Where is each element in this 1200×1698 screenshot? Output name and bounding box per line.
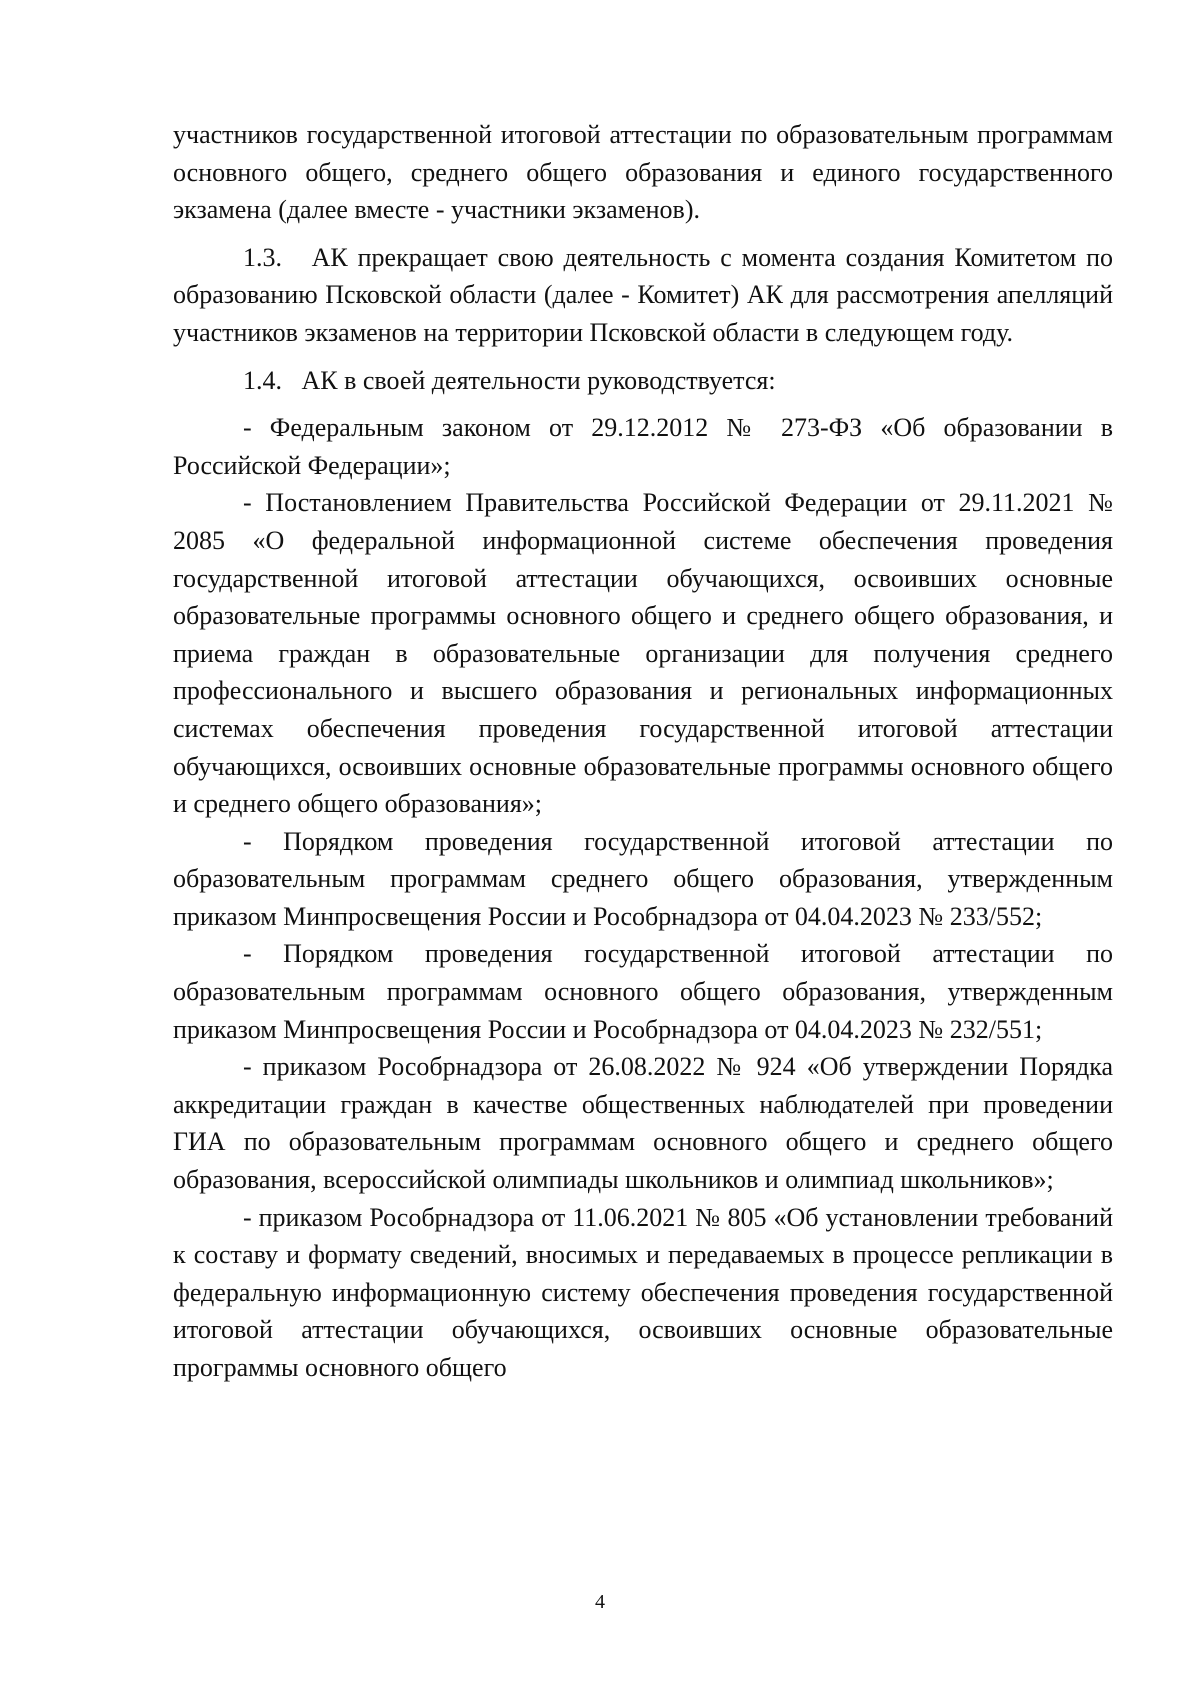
page-number: 4 — [595, 1591, 605, 1613]
list-item-federal-law: - Федеральным законом от 29.12.2012 № 273-ФЗ «Об образовании в Российской Федерации»; — [173, 413, 1113, 480]
list-item-government-resolution: - Постановлением Правительства Российской Федерации от 29.11.2021 № 2085 «О федеральной информационной системе обеспечения проведения государственной итоговой аттестации обучающихся, освоивших основные образовательные программы основного общего и среднего общего образования, и приема граждан в образовательные организации для получения среднего профессионального и высшего образования и региональных информационных системах обеспечения проведения государственной итоговой аттестации обучающихся, освоивших основные образовательные программы основного общего и среднего общего образования»; — [173, 488, 1113, 819]
list-item-order-805: - приказом Рособрнадзора от 11.06.2021 № 805 «Об установлении требований к составу и формату сведений, вносимых и передаваемых в процессе репликации в федеральную информационную систему обеспечения проведения государственной итоговой аттестации обучающихся, освоивших основные образовательные программы основного общего — [173, 1202, 1113, 1382]
list-item-order-924: - приказом Рособрнадзора от 26.08.2022 № 924 «Об утверждении Порядка аккредитации граждан в качестве общественных наблюдателей при проведении ГИА по образовательным программам основного общего и среднего общего образования, всероссийской олимпиады школьников и олимпиад школьников»; — [173, 1052, 1113, 1195]
list-item-order-basic-general: - Порядком проведения государственной итоговой аттестации по образовательным программам основного общего образования, утвержденным приказом Минпросвещения России и Рособрнадзора от 04.04.2023 № 232/551; — [173, 939, 1113, 1044]
document-body — [173, 116, 1113, 1387]
paragraph-1-4: 1.4. АК в своей деятельности руководствуется: — [243, 365, 776, 395]
paragraph-participants-continuation: участников государственной итоговой аттестации по образовательным программам основного общего, среднего общего образования и единого государственного экзамена (далее вместе - участники экзаменов). — [173, 120, 1113, 225]
list-item-order-secondary-general: - Порядком проведения государственной итоговой аттестации по образовательным программам среднего общего образования, утвержденным приказом Минпросвещения России и Рособрнадзора от 04.04.2023 № 233/552; — [173, 826, 1113, 931]
paragraph-1-3: 1.3. АК прекращает свою деятельность с момента создания Комитетом по образованию Псковской области (далее - Комитет) АК для рассмотрения апелляций участников экзаменов на территории Псковской области в следующем году. — [173, 242, 1113, 347]
